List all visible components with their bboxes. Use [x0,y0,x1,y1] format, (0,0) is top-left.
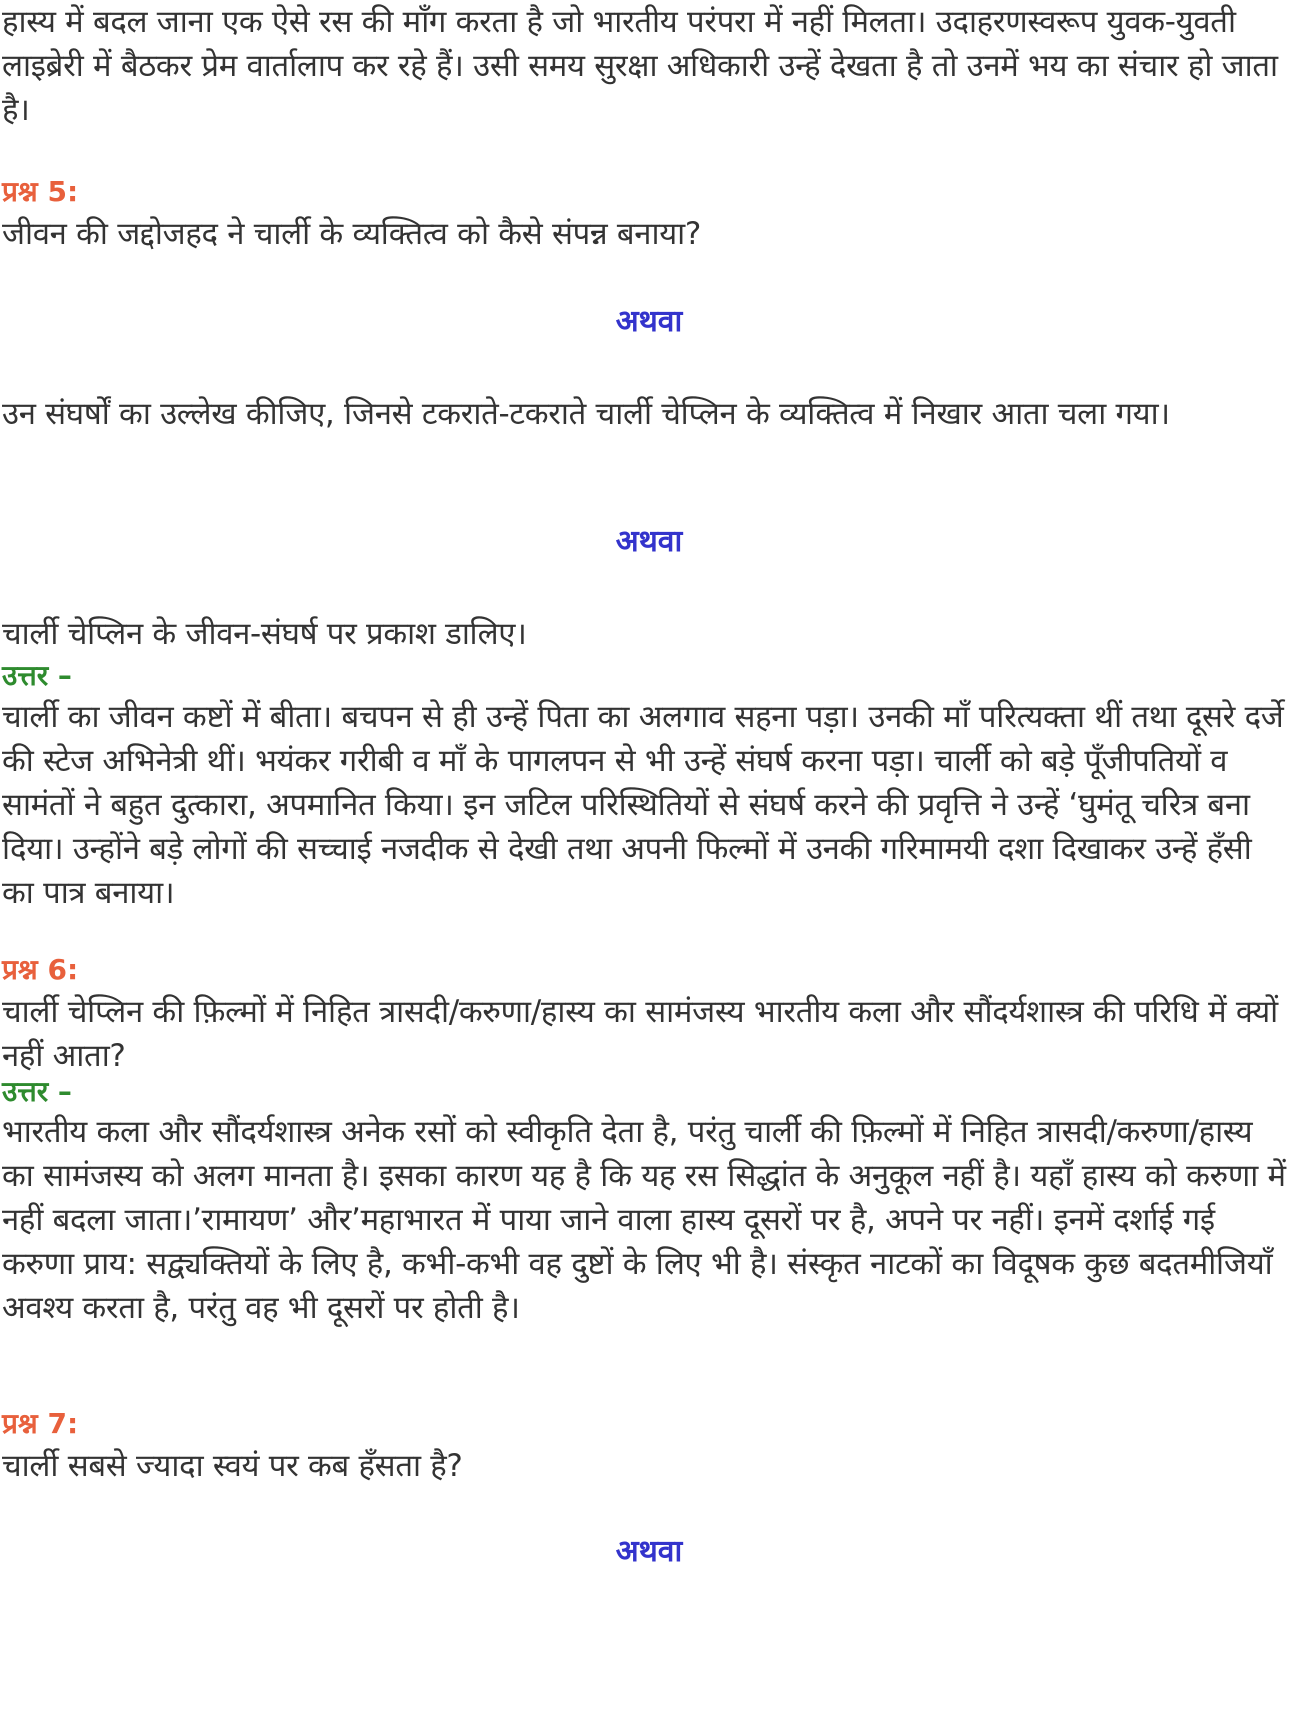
question-6-text: चार्ली चेप्लिन की फ़िल्मों में निहित त्रासदी/करुणा/हास्य का सामंजस्य भारतीय कला और सौंदर्यशास्त्र की परिधि में क्यों नहीं आता? [2,994,1278,1074]
question-7-text: चार्ली सबसे ज्यादा स्वयं पर कब हँसता है? [2,1448,463,1484]
athva-heading: अथवा [615,304,683,339]
answer-5-text: चार्ली का जीवन कष्टों में बीता। बचपन से ही उन्हें पिता का अलगाव सहना पड़ा। उनकी माँ परित्यक्ता थीं तथा दूसरे दर्जे की स्टेज अभिनेत्री थीं। भयंकर गरीबी व माँ के पागलपन से भी उन्हें संघर्ष करना पड़ा। चार्ली को बड़े पूँजीपतियों व सामंतों ने बहुत दुत्कारा, अपमानित किया। इन जटिल परिस्थितियों से संघर्ष करने की प्रवृत्ति ने उन्हें ‘घुमंतू चरित्र बना दिया। उन्होंने बड़े लोगों की सच्चाई नजदीक से देखी तथा अपनी फिल्मों में उनकी गरिमामयी दशा दिखाकर उन्हें हँसी का पात्र बनाया। [2,699,1284,911]
question-5-text: जीवन की जद्दोजहद ने चार्ली के व्यक्तित्व को कैसे संपन्न बनाया? [2,216,702,252]
answer-6-label: उत्तर – [2,1075,72,1108]
answer-5-label: उत्तर – [2,659,72,692]
athva-heading: अथवा [615,1534,683,1569]
answer-6-text: भारतीय कला और सौंदर्यशास्त्र अनेक रसों को स्वीकृति देता है, परंतु चार्ली की फ़िल्मों में निहित त्रासदी/करुणा/हास्य का सामंजस्य को अलग मानता है। इसका कारण यह है कि यह रस सिद्धांत के अनुकूल नहीं है। यहाँ हास्य को करुणा में नहीं बदला जाता।’रामायण’ और’महाभारत में पाया जाने वाला हास्य दूसरों पर है, अपने पर नहीं। इनमें दर्शाई गई करुणा प्राय: सद्व्यक्तियों के लिए है, कभी-कभी वह दुष्टों के लिए भी है। संस्कृत नाटकों का विदूषक कुछ बदतमीजियाँ अवश्य करता है, परंतु वह भी दूसरों पर होती है। [2,1114,1286,1326]
question-6-label: प्रश्न 6: [2,953,79,986]
question-7-label: प्रश्न 7: [2,1407,79,1440]
question-5-label: प्रश्न 5: [2,175,79,208]
question-5-alt-2: चार्ली चेप्लिन के जीवन-संघर्ष पर प्रकाश डालिए। [2,616,527,652]
athva-heading: अथवा [615,524,683,559]
intro-paragraph: हास्य में बदल जाना एक ऐसे रस की माँग करता है जो भारतीय परंपरा में नहीं मिलता। उदाहरणस्वरूप युवक-युवती लाइब्रेरी में बैठकर प्रेम वार्तालाप कर रहे हैं। उसी समय सुरक्षा अधिकारी उन्हें देखता है तो उनमें भय का संचार हो जाता है। [2,4,1278,128]
question-5-alt-1: उन संघर्षों का उल्लेख कीजिए, जिनसे टकराते-टकराते चार्ली चेप्लिन के व्यक्तित्व में निखार आता चला गया। [2,396,1170,432]
